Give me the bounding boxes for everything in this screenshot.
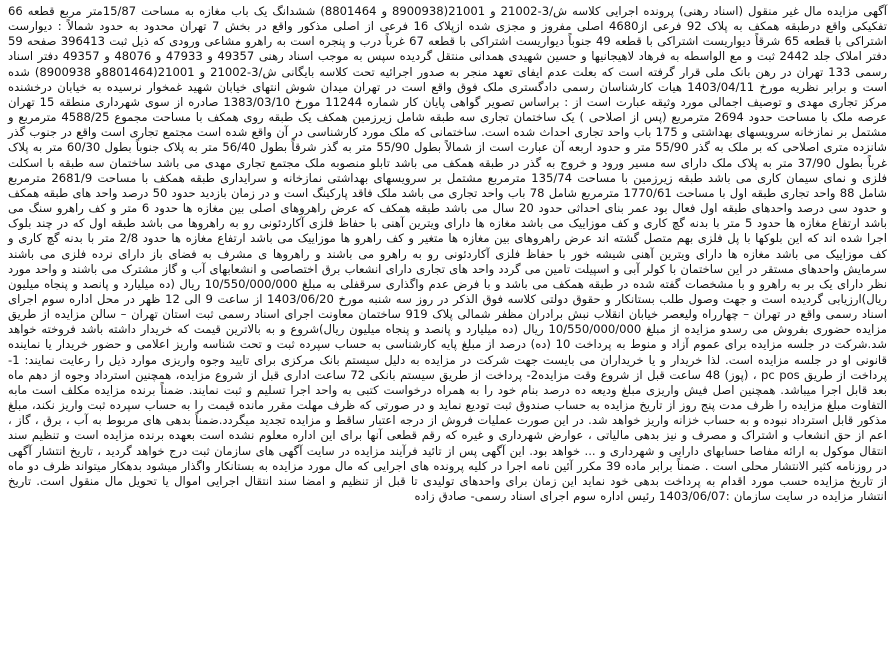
notice-body-text: آگهی مزایده مال غیر منقول (اسناد رهنی) پرونده اجرایی کلاسه ش/3-21002 و 21001(8900938 و 8801464) ششدانگ یک باب مغازه به مساحت 15/87متر مربع قطعه 66 تفکیکی واقع درطبقه همکف به پلاک 92 فرعی از4680 اصلی مفروز و مجزی شده ازپلاک 16 فرعی از اصلی مذکور واقع در بخش 7 تهران محدود به حدود شمالاً : دیوارست اشتراکی با قطعه 65 شرقاً دیواریست اشتراکی با قطعه 49 جنوباً دیواریست اشتراکی با قطعه 67 غرباً درب و پنجره است به راهرو مشاعی ورودی که ذیل ثبت 396413 صفحه 59 دفتر املاک جلد 2442 ثبت و مع الواسطه به فرهاد لاهیجانیها و حسین شهیدی همدانی منتقل گردیده سپس به موجب اسناد رهنی 49357 و 47933 و 48076 و 49357 دفتر اسناد رسمی 133 تهران در رهن بانک ملی قرار گرفته است که بعلت عدم ایفای تعهد منجر به صدور اجرائیه تحت کلاسه بایگانی ش/3-21002 و 21001(8801464و 8900938) شده است و برابر نظریه مورخ 1403/04/11 هیات کارشناسان رسمی دادگستری ملک فوق واقع است در تهران میدان شوش انتهای خیابان شهید غمخوار نرسیده به خیابان درخشنده مرکز تجاری مهدی و توصیف اجمالی مورد وثیقه عبارت است از : براساس تصویر گواهی پایان کار شماره 11244 مورخ 1383/03/10 صادره از سوی شهرداری منطقه 15 تهران عرصه ملک با مساحت حدود 2694 مترمربع (پس از اصلاحی ) یک ساختمان تجاری سه طبقه شامل زیرزمین همکف یک طبقه روی همکف با مساحت مجموع 4588/25 مترمربع و مشتمل بر نمازخانه سرویسهای بهداشتی و 175 باب واحد تجاری احداث شده است. ساختمانی که ملک مورد کارشناسی در آن واقع شده است مجتمع تجاری است واقع در جنوب گذر شانزده متری اصلاحی که بر ملک به گذر 55/90 متر و حدود اربعه آن عبارت است از شمالاً بطول 55/90 متر به گذر شرقاً بطول 56/40 متر به پلاک جنوباً بطول 60/30 متر به پلاک غرباً بطول 37/90 متر به پلاک ملک دارای سه مسیر ورود و خروج به گذر در طبقه همکف می باشد تابلو منصوبه ملک مجتمع تجاری مهدی می باشد ساختمان سه طبقه با اسکلت فلزی و نمای سیمان کاری می باشد طبقه زیرزمین با مساحت 135/74 مترمربع مشتمل بر سرویسهای بهداشتی نمازخانه و سرایداری طبقه همکف با مساحت 2681/9 مترمربع شامل 88 واحد تجاری طبقه اول با مساحت 1770/61 مترمربع شامل 78 باب واحد تجاری می باشد ملک فاقد پارکینگ است و در زمان بازدید حدود 50 درصد واحد های طبقه همکف و حدود سی درصد واحدهای طبقه اول فعال بود عمر بنای احداثی حدود 20 سال می باشد طبقه همکف که عرض راهروهای اصلی بین مغازه ها حدود 6 متر و کف راهرو سنگ می باشد ارتفاع مغازه ها حدود 5 متر با بدنه گچ کاری و کف موزاییک می باشد مغازه ها دارای ویترین آهنی با حفاظ فلزی آکاردئونی رو به راهروها می باشد طبقه اول که در چند بلوک اجرا شده اند که این بلوکها با پل فلزی بهم متصل گشته اند عرض راهروهای بین مغازه ها متغیر و کف راهرو ها موزاییک می باشد ارتفاع مغازه ها حدود 2/8 متر با بدنه گچ کاری و کف موزاییک می باشد مغازه ها دارای ویترین آهنی شیشه خور با حفاظ فلزی آکاردئونی رو به راهرو می باشند و راهروها ی مشرف به فضای باز دارای نرده فلزی می باشند سرمایش واحدهای مستقر در این ساختمان با کولر آبی و اسپیلت تامین می گردد واحد های تجاری دارای انشعاب برق اختصاصی و انشعابهای آب و گاز مشترک می باشند و واحد مورد نظر دارای یک بر به راهرو و با مشخصات گفته شده در طبقه همکف می باشد و با فرض عدم واگذاری سرقفلی به مبلغ 10/550/000/000 ریال (ده میلیارد و پانصد و پنجاه میلیون ریال)ارزیابی گردیده است و جهت وصول طلب بستانکار و حقوق دولتی کلاسه فوق الذکر در روز سه شنبه مورخ 1403/06/20 از ساعت 9 الی 12 ظهر در محل اداره سوم اجرای اسناد رسمی واقع در تهران – چهارراه ولیعصر خیابان انقلاب نبش برادران مظفر شمالی پلاک 919 ساختمان معاونت اجرای اسناد رسمی ثبت استان تهران – سالن مزایده از طریق مزایده حضوری بفروش می رسدو مزایده از مبلغ 10/550/000/000 ریال (ده میلیارد و پانصد و پنجاه میلیون ریال)شروع و به بالاترین قیمت که خریدار داشته باشد فروخته خواهد شد.شرکت در جلسه مزایده برای عموم آزاد و منوط به پرداخت 10 (ده) درصد از مبلغ پایه کارشناسی به حساب سپرده ثبت و تحت شناسه واریز اعلامی و حضور خریدار یا نماینده قانونی او در جلسه مزایده است. لذا خریدار و یا خریداران می بایست جهت شرکت در مزایده به دلیل سیستم بانک مرکزی برای تایید وجوه واریزی موارد ذیل را رعایت نمایند: 1-پرداخت از طریق pc pos ، (پوز) 48 ساعت قبل از شروع وقت مزایده2- پرداخت از طریق سیستم بانکی 72 ساعت اداری قبل از شروع مزایده، همچنین استرداد وجوه از دهم ماه بعد قابل اجرا میباشد. همچنین اصل فیش واریزی مبلغ ودیعه ده درصد بنام خود را به همراه درخواست کتبی به واحد اجرا تسلیم و ثبت نمایند. ضمناً برنده مزایده مکلف است مابه التفاوت مبلغ مزایده را ظرف مدت پنج روز از تاریخ مزایده به حساب صندوق ثبت تودیع نماید و در صورتی که ظرف مهلت مقرر مانده قیمت را به حساب سپرده ثبت واریز نکند، مبلغ مذکور قابل استرداد نبوده و به حساب خزانه واریز خواهد شد. در این صورت عملیات فروش از درجه اعتبار ساقط و مزایده تجدید میگردد.ضمناً بدهی های مربوط به آب ، برق ، گاز ، اعم از حق انشعاب و اشتراک و مصرف و نیز بدهی مالیاتی ، عوارض شهرداری و غیره که رقم قطعی آنها برای این اداره معلوم نشده است بعهده برنده مزایده است و تنظیم سند انتقال موکول به ارائه مفاصا حسابهای دارایی و شهرداری و ... خواهد بود. این آگهی پس از تائید فرآیند مزایده در سایت آگهی های سازمان ثبت درج خواهد گردید ، تاریخ انتشار آگهی در روزنامه کثیر الانتشار محلی است . ضمناً برابر ماده 39 مکرر آئین نامه اجرا در کلیه پرونده های اجرایی که مال مورد مزایده به بستانکار واگذار میشود بدهکار میتواند ظرف دو ماه از تاریخ مزایده حسب مورد اقدام به پرداخت بدهی خود نماید این زمان برای واحدهای تولیدی تا قبل از تنظیم و امضا سند انتقال اجرایی اموال یا تحویل مال منقول است. تاریخ انتشار مزایده در سایت سازمان :1403/06/07 رئیس اداره سوم اجرای اسناد رسمی- صادق زاده: [8, 4, 888, 503]
